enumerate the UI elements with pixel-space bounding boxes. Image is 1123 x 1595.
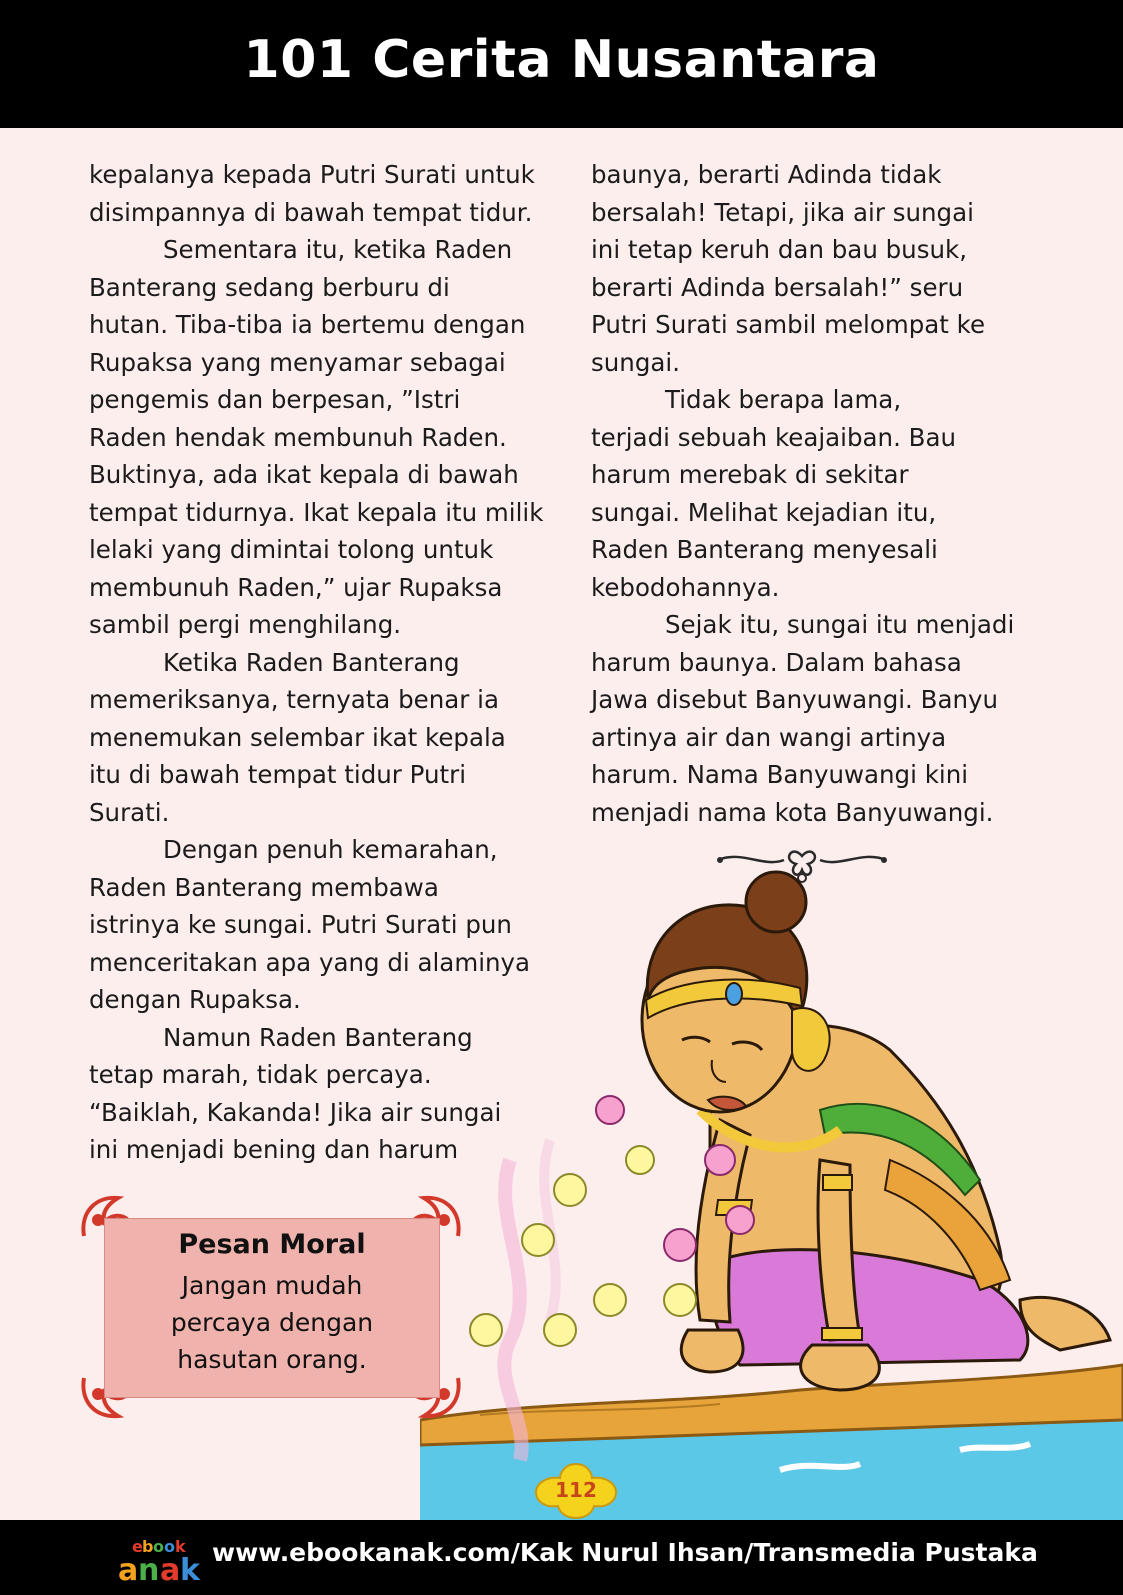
story-column-right [591,156,1051,831]
story-line: istrinya ke sungai. Putri Surati pun [89,910,512,939]
moral-line: hasutan orang. [177,1345,367,1374]
story-line: menemukan selembar ikat kepala [89,722,506,752]
story-line: itu di bawah tempat tidur Putri [89,760,467,789]
page-number: 112 [555,1478,597,1502]
story-line: baunya, berarti Adinda tidak [591,160,942,189]
story-line: tempat tidurnya. Ikat kepala itu milik [89,497,544,527]
story-line: menjadi nama kota Banyuwangi. [591,797,994,827]
story-line: Raden Banterang menyesali [591,535,938,564]
page-header [0,0,1123,128]
moral-line: percaya dengan [170,1308,374,1337]
moral-panel [104,1218,440,1398]
book-title: 101 Cerita Nusantara [243,30,880,90]
story-line: membunuh Raden,” ujar Rupaksa [89,572,503,602]
moral-line: Jangan mudah [181,1271,363,1300]
story-line: kebodohannya. [591,572,780,602]
svg-text:b: b [142,1537,154,1556]
svg-text:a: a [160,1553,181,1586]
story-line: dengan Rupaksa. [89,985,301,1014]
story-line: Sementara itu, ketika Raden [163,235,513,264]
story-line: Dengan penuh kemarahan, [163,835,498,864]
svg-text:k: k [175,1537,186,1556]
story-line: bersalah! Tetapi, jika air sungai [591,197,974,227]
story-line: sungai. Melihat kejadian itu, [591,497,937,527]
svg-text:o: o [153,1537,164,1556]
story-line: Namun Raden Banterang [163,1022,473,1052]
svg-text:e: e [132,1537,143,1556]
page-footer [0,1520,1123,1595]
story-line: lelaki yang dimintai tolong untuk [89,535,494,564]
story-line: sambil pergi menghilang. [89,610,402,639]
story-line: ini tetap keruh dan bau busuk, [591,235,967,264]
story-line: ini menjadi bening dan harum [89,1135,459,1164]
story-line: Tidak berapa lama, [665,385,902,414]
story-line: Ketika Raden Banterang [163,647,460,677]
ebookanak-logo-icon [118,1530,210,1586]
story-line: Jawa disebut Banyuwangi. Banyu [591,685,999,714]
story-line: Buktinya, ada ikat kepala di bawah [89,460,519,489]
story-line: berarti Adinda bersalah!” seru [591,272,964,302]
story-line: Sejak itu, sungai itu menjadi [665,610,1015,639]
story-line: harum merebak di sekitar [591,460,909,489]
story-line: artinya air dan wangi artinya [591,722,947,752]
svg-text:n: n [138,1553,160,1586]
page-number-badge [534,1462,618,1520]
story-line: Raden hendak membunuh Raden. [89,422,507,452]
svg-text:o: o [164,1537,175,1556]
story-illustration [420,860,1123,1520]
story-line: pengemis dan berpesan, ”Istri [89,385,461,414]
story-line: Surati. [89,797,170,827]
svg-text:k: k [180,1553,200,1586]
svg-text:a: a [118,1553,139,1586]
moral-box [78,1192,464,1422]
story-line: menceritakan apa yang di alaminya [89,947,531,977]
story-line: terjadi sebuah keajaiban. Bau [591,422,957,452]
story-line: harum baunya. Dalam bahasa [591,647,962,677]
story-line: Raden Banterang membawa [89,872,439,902]
story-line: disimpannya di bawah tempat tidur. [89,197,533,227]
moral-title: Pesan Moral [178,1229,366,1260]
story-line: kepalanya kepada Putri Surati untuk [89,160,535,189]
story-line: Rupaksa yang menyamar sebagai [89,347,506,377]
story-line: “Baiklah, Kakanda! Jika air sungai [89,1097,502,1127]
story-line: tetap marah, tidak percaya. [89,1060,432,1089]
story-line: memeriksanya, ternyata benar ia [89,685,499,714]
story-line: harum. Nama Banyuwangi kini [591,760,969,789]
story-line: sungai. [591,347,680,377]
story-line: Putri Surati sambil melompat ke [591,310,986,339]
story-line: hutan. Tiba-tiba ia bertemu dengan [89,310,526,339]
footer-credit: www.ebookanak.com/Kak Nurul Ihsan/Transmedia Pustaka [212,1538,1038,1567]
story-line: Banterang sedang berburu di [89,272,450,302]
